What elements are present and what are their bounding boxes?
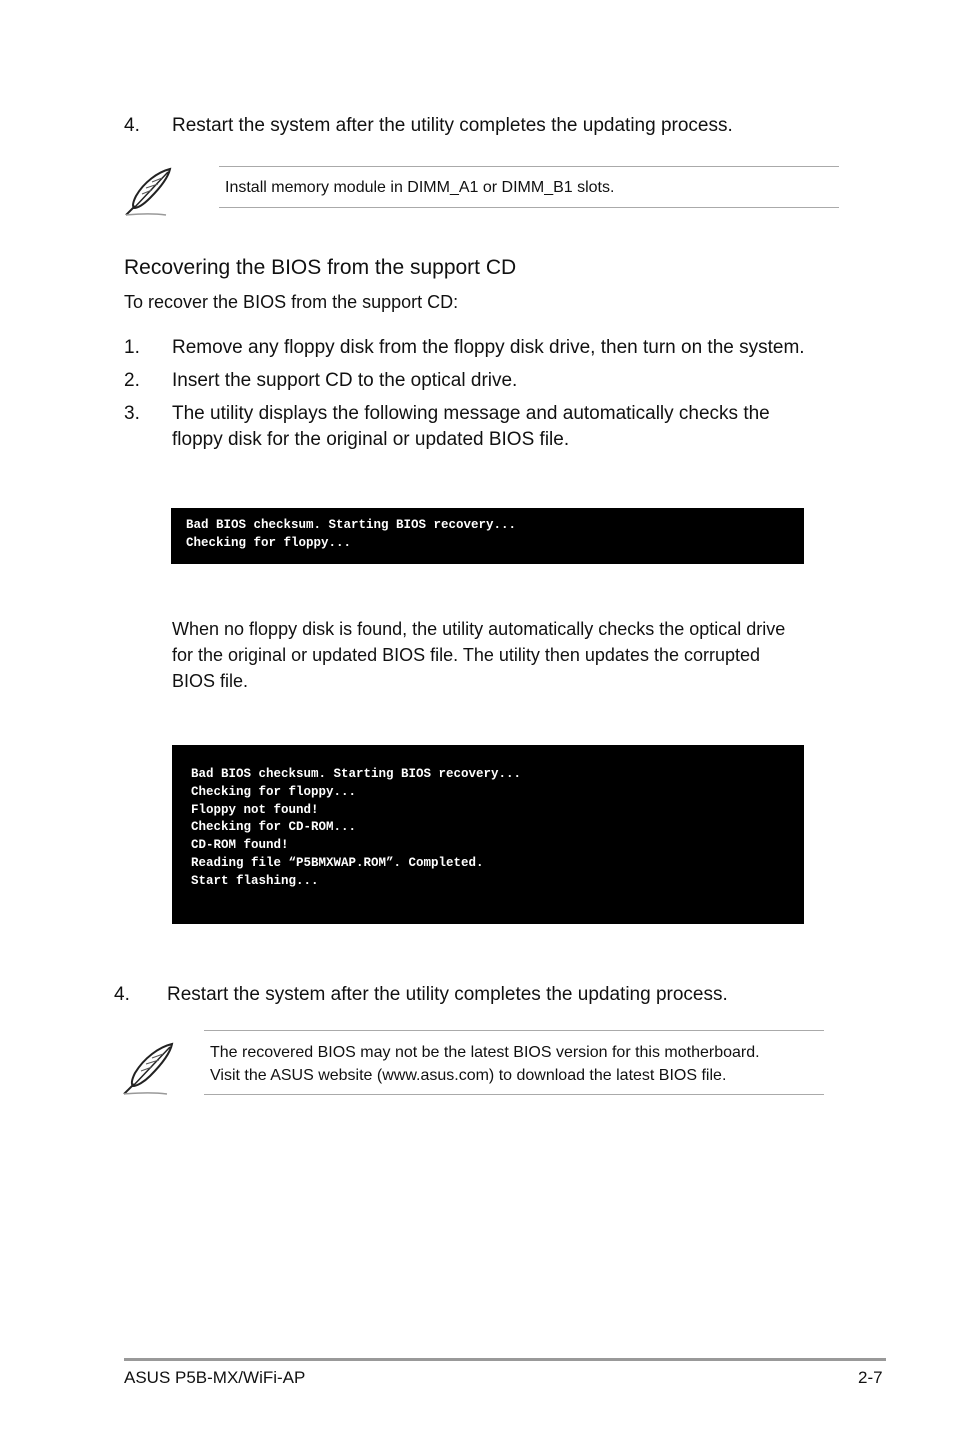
step-number: 2. [124,370,140,391]
note-box-1 [219,166,839,208]
step-number: 4. [114,984,130,1005]
feather-note-icon [120,1041,178,1097]
paragraph-line-2: for the original or updated BIOS file. The utility then updates the corrupted [172,645,761,665]
step-text: Restart the system after the utility completes the updating process. [167,984,728,1005]
step-4-top [124,113,844,139]
console-line: Bad BIOS checksum. Starting BIOS recovery... [186,518,517,532]
feather-note-icon [122,166,176,218]
note-text-line-1: The recovered BIOS may not be the latest BIOS version for this motherboard. [210,1044,760,1061]
step-text: Insert the support CD to the optical drive. [172,370,518,391]
step-text-line-1: The utility displays the following message and automatically checks the [172,403,770,424]
step-text-line-2: floppy disk for the original or updated BIOS file. [172,429,570,450]
console-output-2 [172,745,804,924]
section-intro: To recover the BIOS from the support CD: [124,292,459,312]
note-text: Install memory module in DIMM_A1 or DIMM_B1 slots. [225,179,615,196]
console-line: Bad BIOS checksum. Starting BIOS recovery... [191,767,522,781]
console-line: Reading file “P5BMXWAP.ROM”. Completed. [191,855,484,870]
console-output-1 [171,508,804,564]
step-number: 3. [124,403,140,424]
console-line: Start flashing... [191,873,319,888]
note-box-2 [204,1030,824,1095]
step-text: Restart the system after the utility completes the updating process. [172,115,733,136]
page-number: 2-7 [858,1368,883,1387]
step-number: 4. [124,115,140,136]
console-line: Checking for floppy... [191,784,357,799]
note-text-line-2: Visit the ASUS website (www.asus.com) to download the latest BIOS file. [210,1067,727,1084]
console-line: Checking for CD-ROM... [191,820,357,835]
footer-rule [124,1358,886,1361]
paragraph [172,616,852,694]
step-number: 1. [124,337,140,358]
step-3 [124,401,844,453]
step-text: Remove any floppy disk from the floppy disk drive, then turn on the system. [172,337,805,358]
step-4-bottom [114,982,834,1008]
section-heading: Recovering the BIOS from the support CD [124,256,517,279]
paragraph-line-1: When no floppy disk is found, the utility automatically checks the optical drive [172,619,786,639]
console-line: CD-ROM found! [191,838,289,853]
footer-title: ASUS P5B-MX/WiFi-AP [124,1368,306,1387]
console-line: Checking for floppy... [186,535,352,550]
paragraph-line-3: BIOS file. [172,671,249,691]
console-line: Floppy not found! [191,802,319,817]
step-2 [124,368,844,394]
step-1 [124,335,844,361]
